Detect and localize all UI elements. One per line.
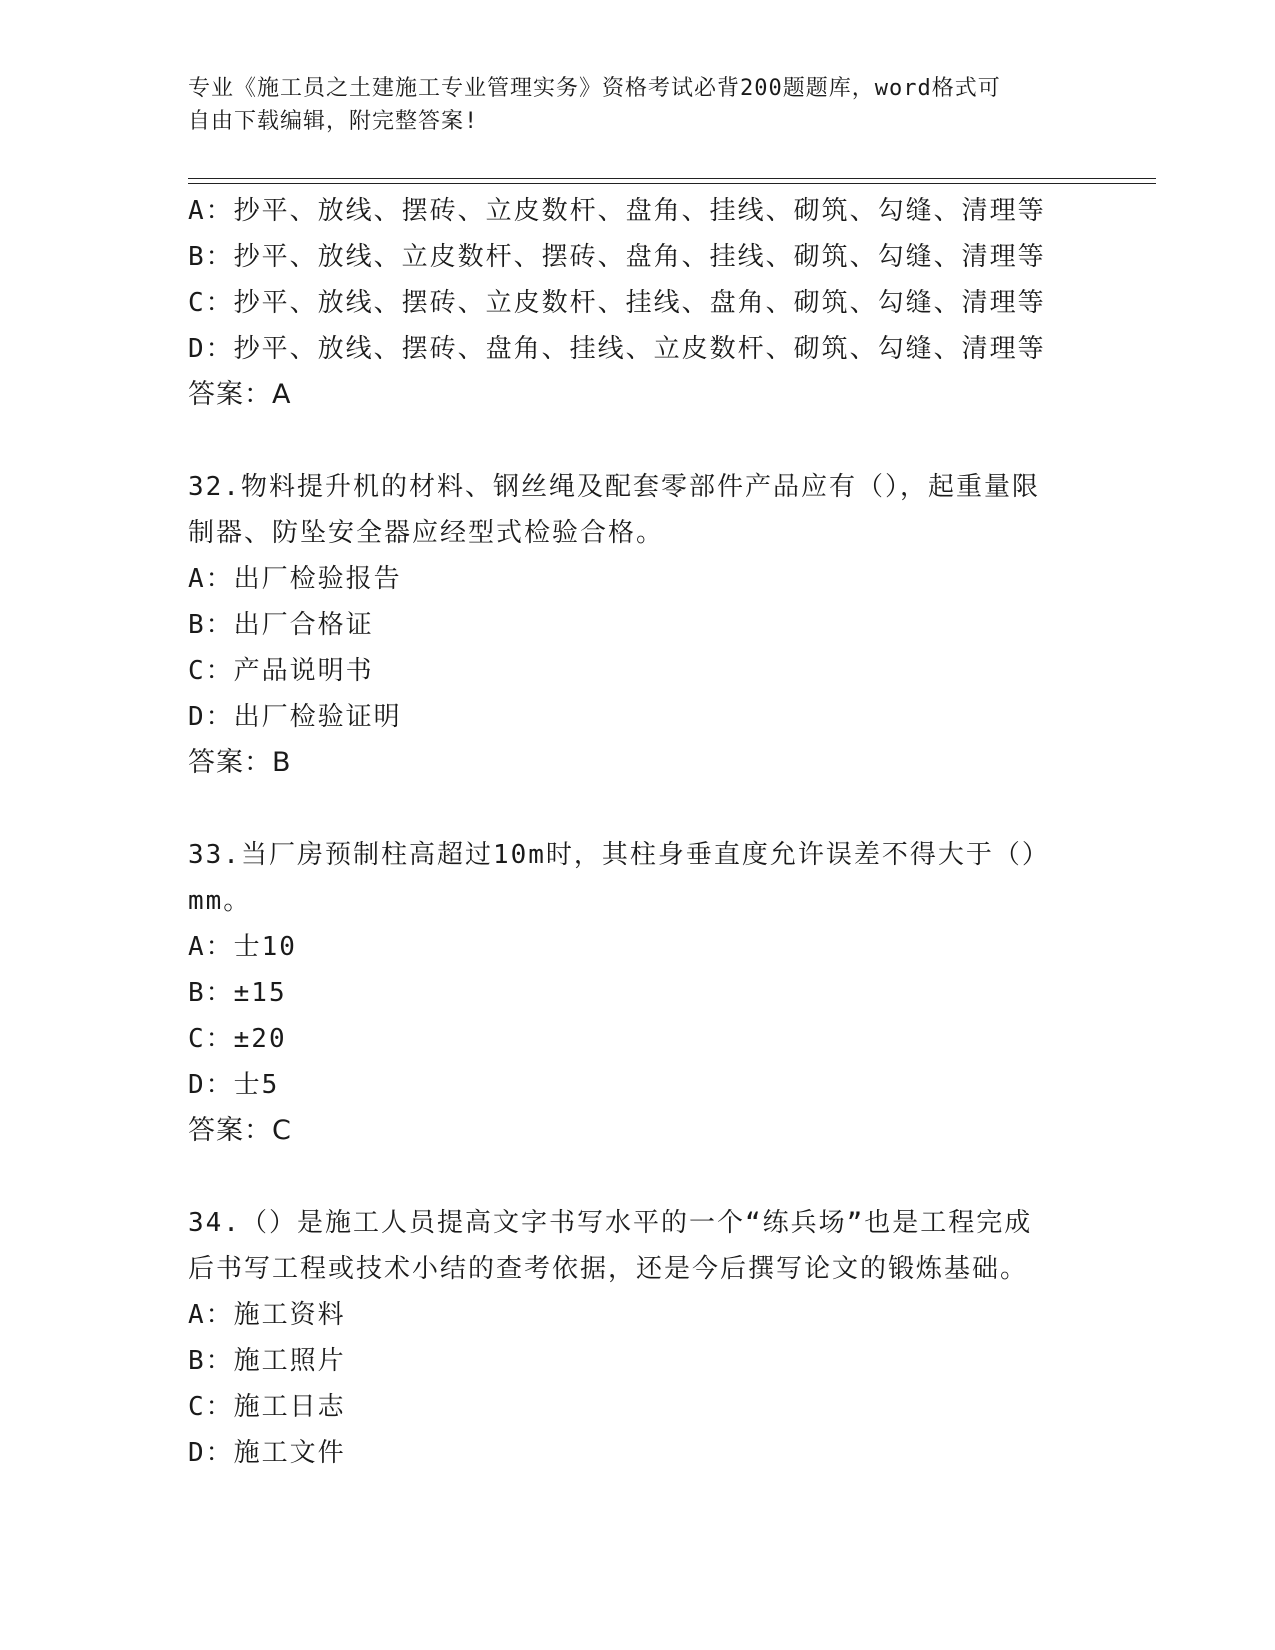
option-b: B：抄平、放线、立皮数杆、摆砖、盘角、挂线、砌筑、勾缝、清理等 <box>188 242 1046 272</box>
stem-line: 33.当厂房预制柱高超过10m时，其柱身垂直度允许误差不得大于（） <box>188 840 1050 870</box>
header-divider-bottom <box>188 183 1156 184</box>
option-a: A：士10 <box>188 932 297 962</box>
option-b: B：±15 <box>188 978 287 1008</box>
header-divider-top <box>188 178 1156 179</box>
option-c: C：±20 <box>188 1024 287 1054</box>
document-header <box>188 72 1068 138</box>
stem-line: 34.（）是施工人员提高文字书写水平的一个“练兵场”也是工程完成 <box>188 1208 1033 1238</box>
question-list <box>188 188 1088 1476</box>
spacer <box>188 418 1088 464</box>
option-a: A：施工资料 <box>188 1300 346 1330</box>
spacer <box>188 1154 1088 1200</box>
question-stem <box>188 1200 1088 1292</box>
question-stem <box>188 464 1088 556</box>
question-32 <box>188 464 1088 786</box>
question-34 <box>188 1200 1088 1476</box>
question-31 <box>188 188 1088 418</box>
option-d: D：出厂检验证明 <box>188 702 402 732</box>
answer: 答案：B <box>188 747 292 778</box>
option-c: C：产品说明书 <box>188 656 374 686</box>
answer: 答案：A <box>188 379 292 410</box>
option-d: D：抄平、放线、摆砖、盘角、挂线、立皮数杆、砌筑、勾缝、清理等 <box>188 334 1046 364</box>
question-33 <box>188 832 1088 1154</box>
option-d: D：施工文件 <box>188 1438 346 1468</box>
answer: 答案：C <box>188 1115 292 1146</box>
question-stem <box>188 832 1088 924</box>
spacer <box>188 786 1088 832</box>
option-c: C：抄平、放线、摆砖、立皮数杆、挂线、盘角、砌筑、勾缝、清理等 <box>188 288 1046 318</box>
header-line-2: 自由下载编辑，附完整答案! <box>188 109 479 134</box>
stem-line: 制器、防坠安全器应经型式检验合格。 <box>188 518 665 548</box>
option-c: C：施工日志 <box>188 1392 346 1422</box>
option-d: D：士5 <box>188 1070 280 1100</box>
option-b: B：施工照片 <box>188 1346 346 1376</box>
option-b: B：出厂合格证 <box>188 610 374 640</box>
stem-line: 32.物料提升机的材料、钢丝绳及配套零部件产品应有（），起重量限 <box>188 472 1040 502</box>
option-a: A：抄平、放线、摆砖、立皮数杆、盘角、挂线、砌筑、勾缝、清理等 <box>188 196 1046 226</box>
header-line-1: 专业《施工员之土建施工专业管理实务》资格考试必背200题题库，word格式可 <box>188 76 1001 101</box>
stem-line: 后书写工程或技术小结的查考依据，还是今后撰写论文的锻炼基础。 <box>188 1254 1029 1284</box>
stem-line: mm。 <box>188 886 252 916</box>
option-a: A：出厂检验报告 <box>188 564 402 594</box>
